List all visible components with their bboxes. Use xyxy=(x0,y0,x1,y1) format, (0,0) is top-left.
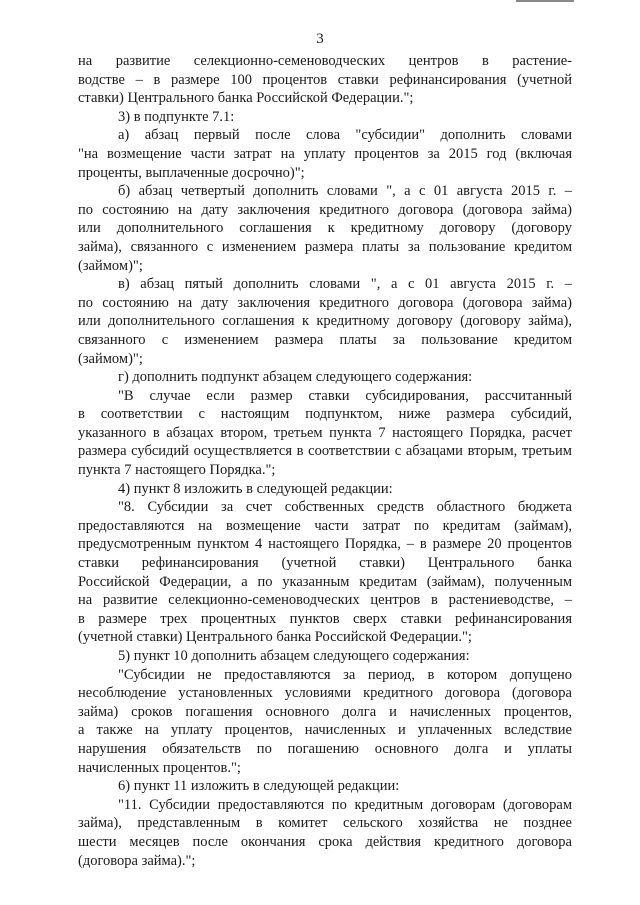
text-line: займа) сроков погашения основного долга и начисленных процентов, xyxy=(78,703,572,720)
text-line: "Субсидии не предоставляются за период, в котором допущено xyxy=(118,666,572,683)
text-line: ставки) Центрального банка Российской Федерации."; xyxy=(78,90,414,107)
text-line: предусмотренным пунктом 4 настоящего Порядка, – в размере 20 процентов xyxy=(78,536,572,553)
text-line: "на возмещение части затрат на уплату процентов за 2015 год (включая xyxy=(78,145,572,162)
text-line: начисленных процентов."; xyxy=(78,759,241,776)
text-line: проценты, выплаченные досрочно)"; xyxy=(78,164,305,181)
text-line: связанного с изменением размера платы за пользование кредитом xyxy=(78,331,572,348)
text-line: несоблюдение установленных условиями кредитного договора (договора xyxy=(78,685,572,702)
text-line: а также на уплату процентов, начисленных и уплаченных вследствие xyxy=(78,722,572,739)
text-line: (учетной ставки) Центрального банка Российской Федерации."; xyxy=(78,629,472,646)
text-line: а) абзац первый после слова "субсидии" дополнить словами xyxy=(118,127,572,144)
text-line: на развитие селекционно-семеноводческих центров в растениеводстве, – xyxy=(78,592,572,609)
text-line: "8. Субсидии за счет собственных средств областного бюджета xyxy=(118,499,572,516)
text-line: в размере трех процентных пунктов сверх ставки рефинансирования xyxy=(78,610,572,627)
scan-edge-mark xyxy=(516,0,574,2)
text-line: 5) пункт 10 дополнить абзацем следующего содержания: xyxy=(118,648,470,664)
text-line: по состоянию на дату заключения кредитного договора (договора займа) xyxy=(78,294,572,311)
text-line: в) абзац пятый дополнить словами ", а с 01 августа 2015 г. – xyxy=(118,276,572,293)
text-line: или дополнительного соглашения к кредитному договору (договору xyxy=(78,220,572,237)
text-line: (займом)"; xyxy=(78,257,143,274)
text-line: или дополнительного соглашения к кредитному договору (договору займа), xyxy=(78,313,572,330)
text-line: Российской Федерации, а по указанным кредитам (займам), полученным xyxy=(78,573,572,590)
text-line: 6) пункт 11 изложить в следующей редакции: xyxy=(118,778,400,795)
text-line: шести месяцев после окончания срока действия кредитного договора xyxy=(78,833,572,850)
text-line: (договора займа)."; xyxy=(78,852,196,869)
text-line: нарушения обязательств по погашению основного долга и уплаты xyxy=(78,740,572,757)
text-line: 4) пункт 8 изложить в следующей редакции: xyxy=(118,480,393,497)
text-line: в соответствии с настоящим подпунктом, ниже размера субсидий, xyxy=(78,406,572,423)
text-line: 3) в подпункте 7.1: xyxy=(118,108,235,125)
text-line: "11. Субсидии предоставляются по кредитным договорам (договорам xyxy=(118,796,572,813)
text-line: ставки рефинансирования (учетной ставки) Центрального банка xyxy=(78,555,572,572)
text-line: (займом)"; xyxy=(78,350,143,367)
page-number: 3 xyxy=(316,31,324,47)
text-line: по состоянию на дату заключения кредитного договора (договора займа) xyxy=(78,201,572,218)
text-line: займа), представленным в комитет сельского хозяйства не позднее xyxy=(78,815,572,832)
text-line: водстве – в размере 100 процентов ставки рефинансирования (учетной xyxy=(78,71,572,88)
text-line: б) абзац четвертый дополнить словами ", а с 01 августа 2015 г. – xyxy=(118,183,572,200)
text-line: г) дополнить подпункт абзацем следующего содержания: xyxy=(118,369,473,386)
text-line: пункта 7 настоящего Порядка."; xyxy=(78,462,276,479)
text-line: предоставляются на возмещение части затрат по кредитам (займам), xyxy=(78,517,572,534)
text-line: размера субсидий осуществляется в соответствии с абзацами вторым, третьим xyxy=(78,443,572,460)
text-line: займа), связанного с изменением размера платы за пользование кредитом xyxy=(78,238,572,255)
text-line: указанного в абзацах втором, третьем пункта 7 настоящего Порядка, расчет xyxy=(78,424,572,441)
document-body xyxy=(78,52,572,870)
text-line: "В случае если размер ставки субсидирования, рассчитанный xyxy=(118,387,572,404)
text-line: на развитие селекционно-семеноводческих центров в растение- xyxy=(78,53,572,69)
